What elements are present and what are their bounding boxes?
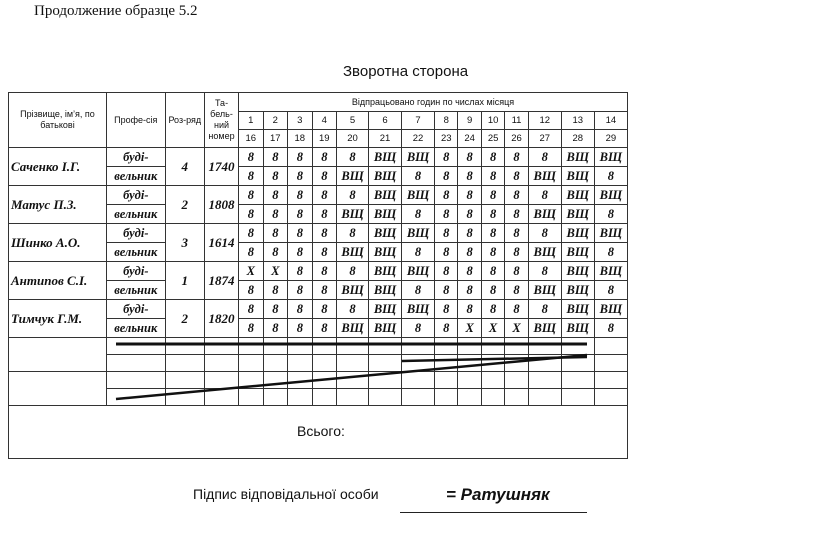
hours-cell: 8 [594, 319, 627, 338]
empty-cell [288, 389, 313, 406]
hours-cell: 8 [594, 243, 627, 262]
empty-cell [481, 355, 504, 372]
empty-cell [458, 355, 481, 372]
hours-cell: 8 [481, 205, 504, 224]
day-number: 11 [505, 112, 528, 130]
employee-row [9, 262, 628, 281]
empty-cell [204, 389, 238, 406]
employee-row [9, 224, 628, 243]
day-number: 27 [528, 130, 561, 148]
hours-cell: Х [263, 262, 288, 281]
empty-cell [107, 389, 166, 406]
employee-name: Саченко І.Г. [9, 148, 107, 186]
hours-cell: 8 [312, 243, 337, 262]
employee-profession: буді- [107, 148, 166, 167]
hours-cell: ВЩ [402, 186, 435, 205]
hours-cell: ВЩ [369, 262, 402, 281]
empty-cell [528, 338, 561, 355]
hours-cell: ВЩ [402, 262, 435, 281]
empty-cell [204, 355, 238, 372]
employee-rank: 2 [165, 300, 204, 338]
employee-rank: 4 [165, 148, 204, 186]
header-profession: Профе-сія [107, 93, 166, 148]
employee-profession-cont: вельник [107, 319, 166, 338]
empty-cell [458, 389, 481, 406]
hours-cell: 8 [435, 262, 458, 281]
hours-cell: 8 [435, 224, 458, 243]
empty-cell [528, 389, 561, 406]
empty-row [9, 372, 628, 389]
hours-cell: 8 [239, 243, 264, 262]
hours-cell: 8 [263, 167, 288, 186]
hours-cell: ВЩ [402, 300, 435, 319]
hours-cell: ВЩ [337, 243, 369, 262]
empty-cell [458, 372, 481, 389]
hours-cell: ВЩ [561, 243, 594, 262]
employee-profession: буді- [107, 262, 166, 281]
hours-cell: ВЩ [337, 281, 369, 300]
hours-cell: ВЩ [369, 167, 402, 186]
empty-cell [435, 338, 458, 355]
empty-cell [337, 389, 369, 406]
hours-cell: 8 [263, 186, 288, 205]
hours-cell: 8 [288, 148, 313, 167]
hours-cell: ВЩ [369, 300, 402, 319]
hours-cell: 8 [435, 243, 458, 262]
employee-tab-number: 1820 [204, 300, 238, 338]
day-number: 19 [312, 130, 337, 148]
employee-name: Антипов С.І. [9, 262, 107, 300]
hours-cell: 8 [481, 262, 504, 281]
hours-cell: 8 [458, 186, 481, 205]
day-number: 5 [337, 112, 369, 130]
empty-cell [239, 338, 264, 355]
empty-cell [481, 389, 504, 406]
empty-cell [263, 389, 288, 406]
employee-tab-number: 1740 [204, 148, 238, 186]
hours-cell: 8 [481, 281, 504, 300]
hours-cell: 8 [458, 262, 481, 281]
day-number: 8 [435, 112, 458, 130]
hours-cell: 8 [505, 300, 528, 319]
empty-cell [369, 355, 402, 372]
empty-cell [561, 389, 594, 406]
hours-cell: 8 [312, 281, 337, 300]
hours-cell: 8 [402, 281, 435, 300]
hours-cell: 8 [505, 224, 528, 243]
hours-cell: 8 [312, 319, 337, 338]
day-number: 4 [312, 112, 337, 130]
hours-cell: 8 [435, 300, 458, 319]
hours-cell: ВЩ [402, 224, 435, 243]
hours-cell: 8 [528, 262, 561, 281]
hours-cell: ВЩ [594, 300, 627, 319]
hours-cell: 8 [458, 224, 481, 243]
hours-cell: 8 [312, 148, 337, 167]
day-number: 1 [239, 112, 264, 130]
empty-cell [312, 389, 337, 406]
header-name: Прізвище, ім’я, по батькові [9, 93, 107, 148]
hours-cell: 8 [481, 186, 504, 205]
employee-profession: буді- [107, 224, 166, 243]
empty-cell [288, 338, 313, 355]
page-caption: Продолжение образце 5.2 [34, 3, 198, 19]
empty-cell [481, 338, 504, 355]
hours-cell: Х [481, 319, 504, 338]
day-number: 21 [369, 130, 402, 148]
hours-cell: 8 [528, 186, 561, 205]
day-number: 25 [481, 130, 504, 148]
hours-cell: 8 [505, 281, 528, 300]
signature-label: Підпис відповідальної особи [193, 486, 379, 502]
empty-cell [165, 355, 204, 372]
hours-cell: ВЩ [594, 262, 627, 281]
day-number: 12 [528, 112, 561, 130]
empty-cell [369, 372, 402, 389]
employee-rank: 2 [165, 186, 204, 224]
hours-cell: ВЩ [528, 167, 561, 186]
hours-cell: ВЩ [561, 186, 594, 205]
hours-cell: 8 [337, 186, 369, 205]
empty-cell [594, 338, 627, 355]
hours-cell: 8 [481, 148, 504, 167]
hours-cell: ВЩ [528, 281, 561, 300]
empty-cell [239, 389, 264, 406]
hours-cell: 8 [458, 281, 481, 300]
empty-cell [204, 372, 238, 389]
empty-cell [561, 338, 594, 355]
hours-cell: 8 [337, 300, 369, 319]
empty-cell [435, 355, 458, 372]
empty-cell [458, 338, 481, 355]
employee-rank: 1 [165, 262, 204, 300]
day-number: 9 [458, 112, 481, 130]
hours-cell: 8 [288, 224, 313, 243]
hours-cell: 8 [263, 319, 288, 338]
empty-cell [263, 372, 288, 389]
hours-cell: 8 [435, 281, 458, 300]
hours-cell: ВЩ [561, 224, 594, 243]
empty-cell [561, 355, 594, 372]
hours-cell: ВЩ [561, 281, 594, 300]
hours-cell: 8 [458, 243, 481, 262]
empty-cell [402, 389, 435, 406]
employee-name: Тимчук Г.М. [9, 300, 107, 338]
empty-cell [505, 372, 528, 389]
empty-cell [402, 355, 435, 372]
employee-profession: буді- [107, 300, 166, 319]
hours-cell: 8 [505, 148, 528, 167]
empty-cell [312, 338, 337, 355]
hours-cell: 8 [481, 167, 504, 186]
employee-profession-cont: вельник [107, 205, 166, 224]
hours-cell: ВЩ [561, 319, 594, 338]
hours-cell: Х [458, 319, 481, 338]
signature-line [400, 512, 587, 513]
empty-cell [594, 372, 627, 389]
hours-cell: 8 [458, 148, 481, 167]
hours-cell: 8 [435, 186, 458, 205]
hours-cell: 8 [458, 167, 481, 186]
hours-cell: ВЩ [369, 148, 402, 167]
empty-cell [402, 338, 435, 355]
hours-cell: 8 [312, 300, 337, 319]
hours-cell: 8 [288, 300, 313, 319]
day-number: 7 [402, 112, 435, 130]
empty-cell [561, 372, 594, 389]
hours-cell: 8 [505, 186, 528, 205]
day-number: 17 [263, 130, 288, 148]
hours-cell: ВЩ [594, 148, 627, 167]
empty-cell [107, 372, 166, 389]
empty-cell [337, 372, 369, 389]
hours-cell: ВЩ [528, 205, 561, 224]
hours-cell: 8 [435, 167, 458, 186]
hours-cell: 8 [481, 243, 504, 262]
empty-cell [107, 338, 166, 355]
empty-cell [239, 372, 264, 389]
hours-cell: 8 [263, 243, 288, 262]
hours-cell: ВЩ [561, 148, 594, 167]
day-number: 24 [458, 130, 481, 148]
hours-cell: ВЩ [528, 319, 561, 338]
hours-cell: ВЩ [561, 205, 594, 224]
hours-cell: 8 [288, 167, 313, 186]
hours-cell: 8 [239, 224, 264, 243]
form-side-title: Зворотна сторона [343, 63, 469, 80]
empty-cell [369, 338, 402, 355]
header-rank: Роз-ряд [165, 93, 204, 148]
hours-cell: 8 [594, 281, 627, 300]
hours-cell: 8 [288, 262, 313, 281]
empty-row [9, 338, 628, 355]
hours-cell: 8 [239, 205, 264, 224]
hours-cell: 8 [239, 186, 264, 205]
empty-cell [505, 338, 528, 355]
day-number: 6 [369, 112, 402, 130]
hours-cell: 8 [402, 205, 435, 224]
empty-cell [312, 372, 337, 389]
hours-cell: 8 [263, 148, 288, 167]
empty-cell [435, 389, 458, 406]
hours-cell: 8 [402, 167, 435, 186]
hours-cell: 8 [528, 300, 561, 319]
hours-cell: 8 [263, 300, 288, 319]
empty-cell [165, 372, 204, 389]
hours-cell: ВЩ [369, 224, 402, 243]
hours-cell: 8 [312, 205, 337, 224]
empty-cell [239, 355, 264, 372]
hours-cell: ВЩ [561, 300, 594, 319]
hours-cell: 8 [312, 167, 337, 186]
hours-cell: ВЩ [369, 205, 402, 224]
hours-cell: ВЩ [337, 167, 369, 186]
hours-cell: 8 [337, 148, 369, 167]
hours-cell: 8 [239, 300, 264, 319]
hours-cell: 8 [505, 243, 528, 262]
hours-cell: ВЩ [528, 243, 561, 262]
hours-cell: ВЩ [337, 319, 369, 338]
hours-cell: 8 [288, 319, 313, 338]
hours-cell: 8 [594, 167, 627, 186]
employee-profession-cont: вельник [107, 167, 166, 186]
timesheet-table [8, 92, 628, 459]
empty-cell [402, 372, 435, 389]
empty-cell [288, 372, 313, 389]
day-number: 14 [594, 112, 627, 130]
hours-cell: Х [239, 262, 264, 281]
empty-cell [9, 338, 107, 372]
hours-cell: 8 [435, 205, 458, 224]
hours-cell: 8 [288, 281, 313, 300]
hours-cell: 8 [505, 262, 528, 281]
employee-row [9, 300, 628, 319]
empty-cell [337, 338, 369, 355]
hours-cell: 8 [312, 186, 337, 205]
hours-cell: 8 [288, 186, 313, 205]
hours-cell: ВЩ [594, 186, 627, 205]
hours-cell: 8 [337, 262, 369, 281]
day-number: 10 [481, 112, 504, 130]
hours-cell: 8 [594, 205, 627, 224]
empty-cell [505, 389, 528, 406]
empty-cell [288, 355, 313, 372]
empty-cell [369, 389, 402, 406]
day-number: 3 [288, 112, 313, 130]
empty-cell [263, 355, 288, 372]
hours-cell: ВЩ [369, 186, 402, 205]
day-number: 26 [505, 130, 528, 148]
employee-profession-cont: вельник [107, 243, 166, 262]
employee-row [9, 186, 628, 205]
hours-cell: 8 [458, 300, 481, 319]
empty-cell [263, 338, 288, 355]
hours-cell: ВЩ [369, 281, 402, 300]
day-number: 16 [239, 130, 264, 148]
empty-cell [435, 372, 458, 389]
empty-cell [165, 338, 204, 355]
hours-cell: 8 [528, 224, 561, 243]
hours-cell: 8 [263, 281, 288, 300]
hours-cell: 8 [312, 262, 337, 281]
employee-profession-cont: вельник [107, 281, 166, 300]
hours-cell: 8 [263, 205, 288, 224]
timesheet [8, 92, 623, 454]
hours-cell: Х [505, 319, 528, 338]
empty-cell [528, 355, 561, 372]
empty-cell [594, 389, 627, 406]
empty-cell [9, 372, 107, 406]
empty-cell [528, 372, 561, 389]
empty-cell [312, 355, 337, 372]
hours-cell: ВЩ [337, 205, 369, 224]
hours-cell: ВЩ [561, 167, 594, 186]
hours-cell: ВЩ [369, 243, 402, 262]
hours-cell: ВЩ [369, 319, 402, 338]
header-tab-number: Та-бель-ний номер [204, 93, 238, 148]
hours-cell: 8 [435, 319, 458, 338]
hours-cell: 8 [458, 205, 481, 224]
employee-tab-number: 1808 [204, 186, 238, 224]
empty-cell [481, 372, 504, 389]
hours-cell: 8 [239, 148, 264, 167]
empty-cell [107, 355, 166, 372]
hours-cell: 8 [337, 224, 369, 243]
day-number: 2 [263, 112, 288, 130]
hours-cell: 8 [288, 243, 313, 262]
hours-cell: 8 [505, 167, 528, 186]
hours-cell: 8 [528, 148, 561, 167]
employee-tab-number: 1614 [204, 224, 238, 262]
hours-cell: 8 [288, 205, 313, 224]
signature-value: = Ратушняк [446, 485, 550, 504]
hours-cell: 8 [239, 319, 264, 338]
employee-row [9, 148, 628, 167]
hours-cell: 8 [402, 243, 435, 262]
day-number: 20 [337, 130, 369, 148]
day-number: 22 [402, 130, 435, 148]
empty-cell [204, 338, 238, 355]
hours-cell: 8 [435, 148, 458, 167]
hours-cell: 8 [239, 281, 264, 300]
hours-cell: ВЩ [561, 262, 594, 281]
employee-profession: буді- [107, 186, 166, 205]
hours-cell: 8 [402, 319, 435, 338]
empty-cell [505, 355, 528, 372]
hours-cell: ВЩ [594, 224, 627, 243]
empty-cell [337, 355, 369, 372]
hours-cell: 8 [481, 300, 504, 319]
day-number: 13 [561, 112, 594, 130]
day-number: 28 [561, 130, 594, 148]
day-number: 23 [435, 130, 458, 148]
hours-cell: 8 [263, 224, 288, 243]
hours-cell: 8 [505, 205, 528, 224]
total-label: Всього: [297, 423, 345, 439]
employee-tab-number: 1874 [204, 262, 238, 300]
employee-rank: 3 [165, 224, 204, 262]
header-hours: Відпрацьовано годин по числах місяця [239, 93, 628, 112]
hours-cell: 8 [481, 224, 504, 243]
hours-cell: 8 [239, 167, 264, 186]
day-number: 29 [594, 130, 627, 148]
employee-name: Матус П.З. [9, 186, 107, 224]
empty-cell [165, 389, 204, 406]
hours-cell: 8 [312, 224, 337, 243]
empty-cell [594, 355, 627, 372]
day-number: 18 [288, 130, 313, 148]
hours-cell: ВЩ [402, 148, 435, 167]
employee-name: Шинко А.О. [9, 224, 107, 262]
